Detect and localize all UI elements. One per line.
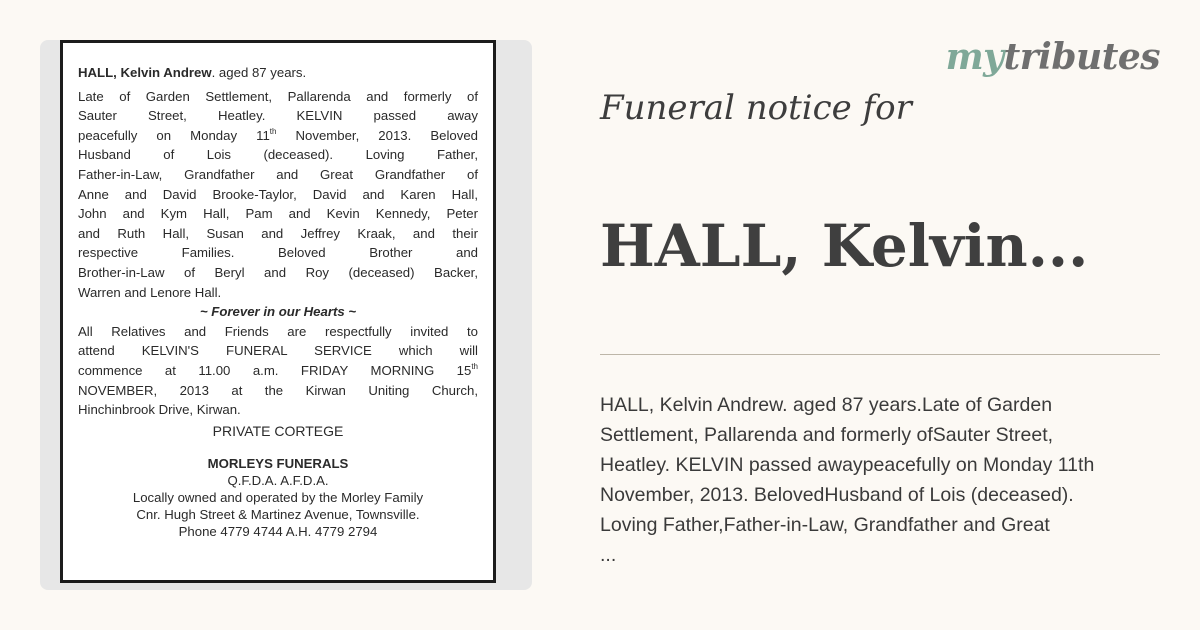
mytributes-logo[interactable]: mytributes (945, 36, 1160, 78)
notice-body-line: peacefully on Monday 11th November, 2013. Beloved (78, 126, 478, 143)
excerpt-ellipsis: ... (600, 544, 617, 566)
notice-paper (60, 40, 496, 583)
notice-heading (78, 63, 478, 83)
notice-body-line: respective Families. Beloved Brother and (78, 245, 478, 261)
notice-cortege: PRIVATE CORTEGE (212, 422, 344, 439)
excerpt-line: Settlement, Pallarenda and formerly ofSauter Street, (600, 424, 1054, 446)
notice-service-line: NOVEMBER, 2013 at the Kirwan Uniting Church, (78, 382, 478, 398)
notice-body-line: Brother-in-Law of Beryl and Roy (deceased) Backer, (78, 264, 478, 280)
notice-body-line: John and Kym Hall, Pam and Kevin Kennedy, Peter (78, 206, 478, 222)
notice-quals: Q.F.D.A. A.F.D.A. (227, 473, 329, 489)
excerpt-line: Heatley. KELVIN passed awaypeacefully on Monday 11th (600, 454, 1095, 476)
page-kicker: Funeral notice for (600, 88, 912, 128)
page-title: HALL, Kelvin... (600, 212, 1089, 280)
notice-owned: Locally owned and operated by the Morley Family (132, 490, 424, 506)
notice-director: MORLEYS FUNERALS (207, 456, 349, 472)
notice-body-line: Warren and Lenore Hall. (78, 284, 222, 300)
notice-address: Cnr. Hugh Street & Martinez Avenue, Townsville. (136, 507, 420, 523)
notice-body-line: Sauter Street, Heatley. KELVIN passed away (78, 108, 478, 124)
notice-phone: Phone 4779 4744 A.H. 4779 2794 (178, 524, 378, 540)
notice-body-line: Anne and David Brooke-Taylor, David and Karen Hall, (78, 186, 478, 202)
notice-body-line: and Ruth Hall, Susan and Jeffrey Kraak, and their (78, 225, 478, 241)
notice-service-line: attend KELVIN'S FUNERAL SERVICE which will (78, 343, 478, 359)
notice-service-line: commence at 11.00 a.m. FRIDAY MORNING 15th (78, 361, 478, 378)
notice-service-line: All Relatives and Friends are respectfully invited to (78, 323, 478, 339)
funeral-notice-image (40, 40, 532, 590)
excerpt-line: HALL, Kelvin Andrew. aged 87 years.Late of Garden (600, 394, 1053, 416)
notice-motto: ~ Forever in our Hearts ~ (199, 304, 357, 320)
divider (600, 354, 1160, 355)
notice-service-line: Hinchinbrook Drive, Kirwan. (78, 402, 241, 418)
notice-body-line: Father-in-Law, Grandfather and Great Grandfather of (78, 166, 478, 182)
notice-excerpt (600, 390, 1160, 570)
notice-body-line: Husband of Lois (deceased). Loving Father, (78, 147, 478, 163)
notice-name: HALL, Kelvin Andrew (78, 65, 212, 80)
excerpt-line: Loving Father,Father-in-Law, Grandfather and Great (600, 514, 1050, 536)
notice-age: . aged 87 years. (211, 65, 307, 80)
excerpt-line: November, 2013. BelovedHusband of Lois (deceased). (600, 484, 1074, 506)
notice-body-line: Late of Garden Settlement, Pallarenda and formerly of (78, 88, 478, 104)
